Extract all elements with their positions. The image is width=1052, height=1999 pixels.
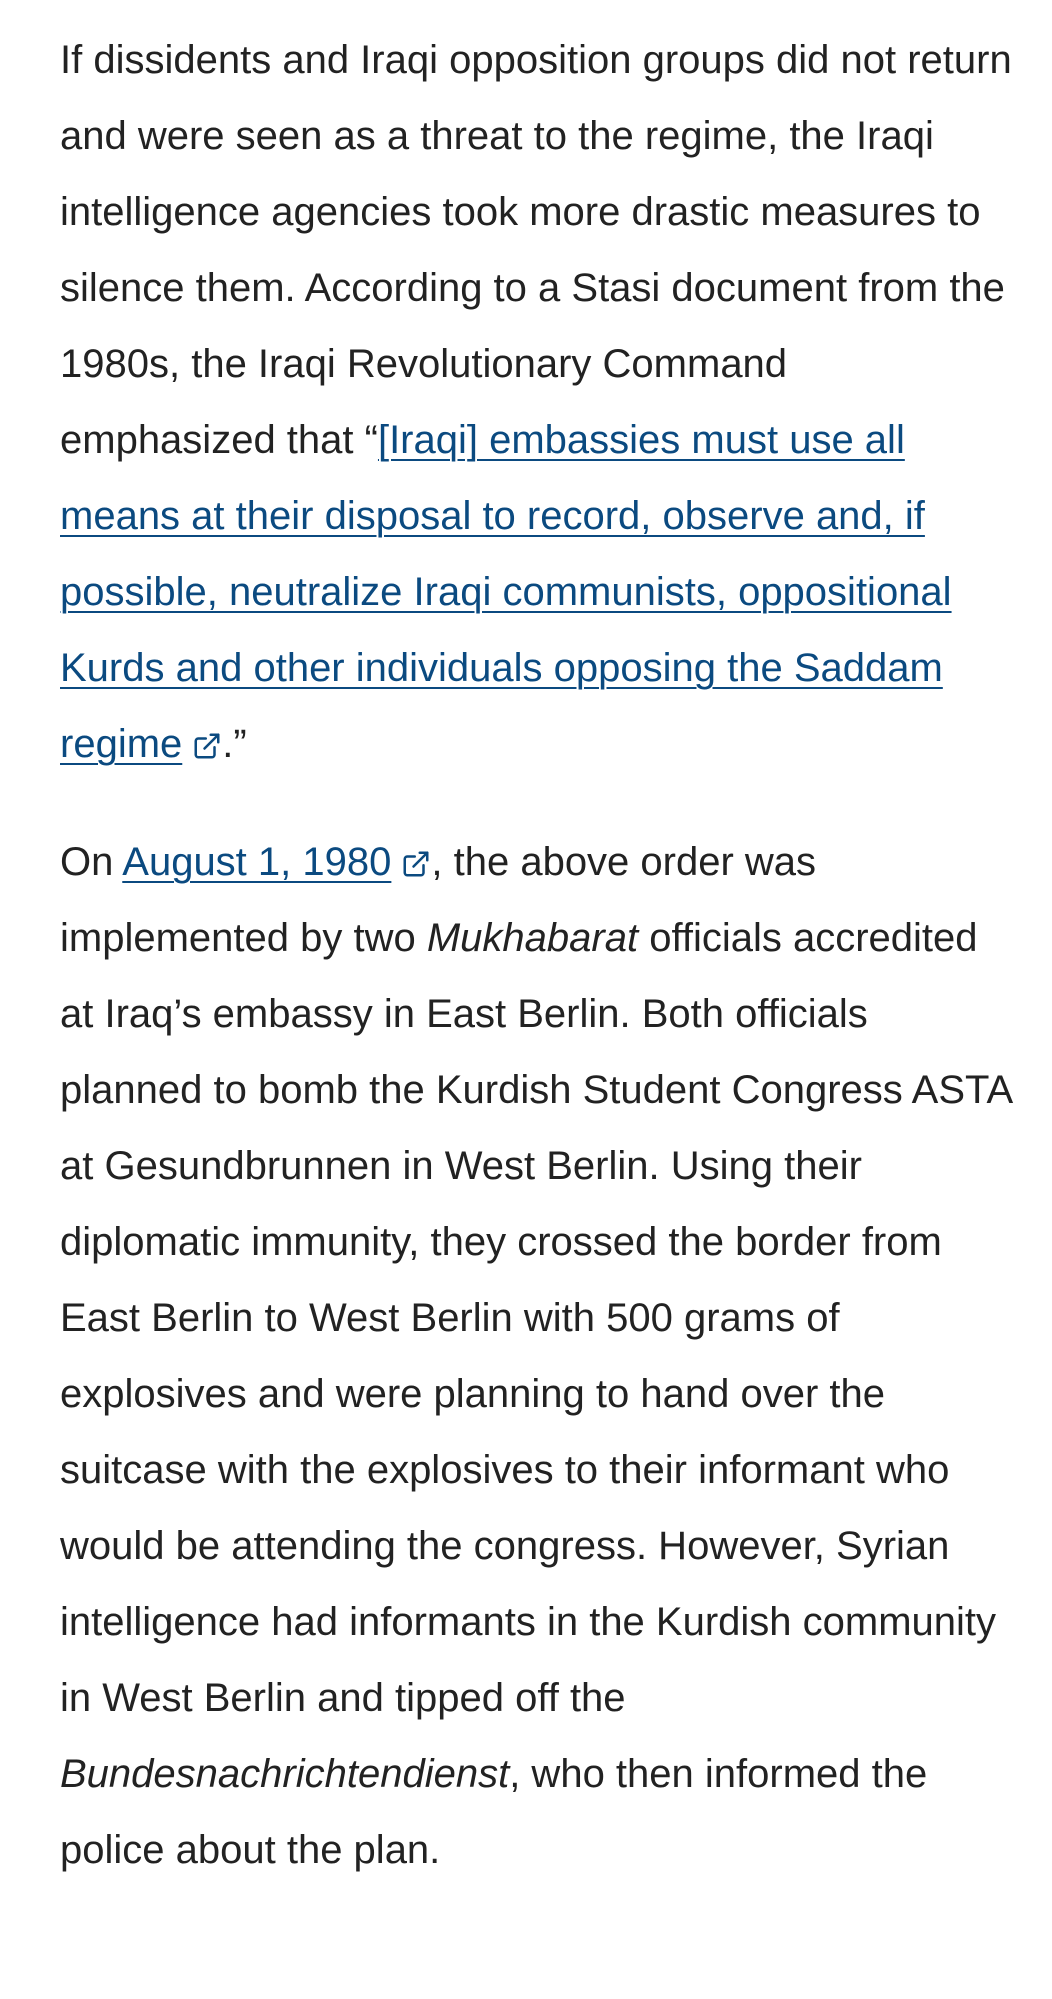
paragraph-text: , who then informed the police about the plan. [60,1752,928,1872]
link-text: [Iraqi] embassies must use all means at their disposal to record, observe and, if possible, neutralize Iraqi communists, oppositional Kurds and other individuals opposing the Saddam regime [60,418,952,766]
paragraph-text: , the above order was implemented by two [60,840,817,960]
italic-term-bundesnachrichtendienst: Bundesnachrichtendienst [60,1752,510,1796]
italic-term-mukhabarat: Mukhabarat [426,916,639,960]
paragraph-east-berlin-plot [60,824,1012,1888]
external-link-icon [192,731,222,761]
external-link-icon [401,849,431,879]
revolutionary-command-quote-link[interactable] [60,418,952,766]
paragraph-text: officials accredited at Iraq’s embassy in East Berlin. Both officials planned to bomb the Kurdish Student Congress ASTA at Gesundbrunnen in West Berlin. Using their diplomatic immunity, they crossed the border from East Berlin to West Berlin with 500 grams of explosives and were planning to hand over the suitcase with the explosives to their informant who would be attending the congress. However, Syrian intelligence had informants in the Kurdish community in West Berlin and tipped off the [60,916,1011,1720]
paragraph-text: If dissidents and Iraqi opposition groups did not return and were seen as a threat to the regime, the Iraqi intelligence agencies took more drastic measures to silence them. According to a Stasi document from the 1980s, the Iraqi Revolutionary Command emphasized that “ [60,38,1012,462]
paragraph-text: On [60,840,123,884]
link-text: August 1, 1980 [122,840,392,884]
paragraph-text: .” [222,722,247,766]
august-1-1980-link[interactable] [122,840,431,884]
paragraph-stasi-document [60,22,1012,782]
